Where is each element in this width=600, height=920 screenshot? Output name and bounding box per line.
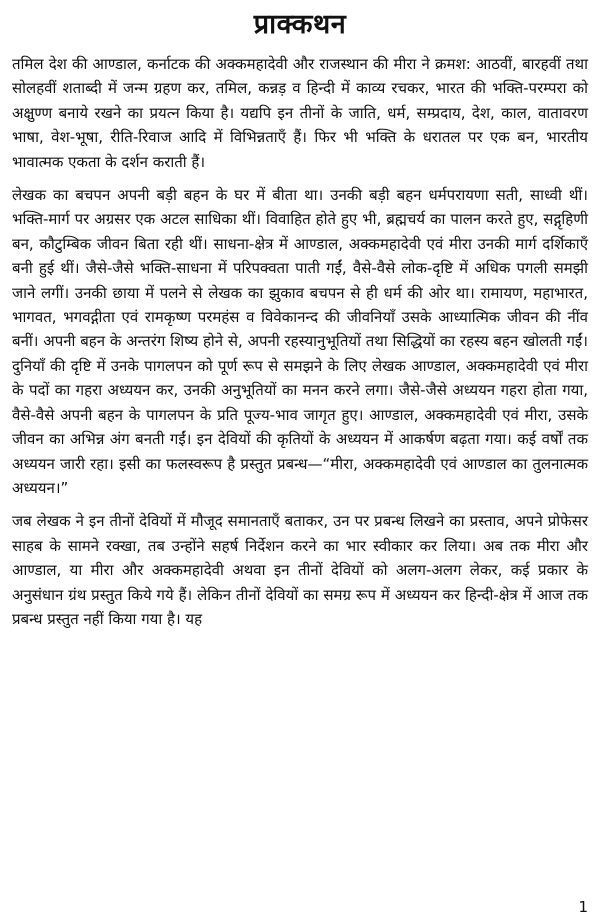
paragraph-2: लेखक का बचपन अपनी बड़ी बहन के घर में बीता था। उनकी बड़ी बहन धर्मपरायणा सती, साध्वी थीं। भक्ति-मार्ग पर अग्रसर एक अटल साधिका थीं। विवाहित होते हुए भी, ब्रह्मचर्य का पालन करते हुए, सद्गृहिणी बन, कौटुम्बिक जीवन बिता रही थीं। साधना-क्षेत्र में आण्डाल, अक्कमहादेवी एवं मीरा उनकी मार्ग दर्शिकाएँ बनी हुई थीं। जैसे-जैसे भक्ति-साधना में परिपक्वता पाती गईं, वैसे-वैसे लोक-दृष्टि में अधिक पगली समझी जाने लगीं। उनकी छाया में पलने से लेखक का झुकाव बचपन से ही धर्म की ओर था। रामायण, महाभारत, भागवत, भगवद्गीता एवं रामकृष्ण परमहंस व विवेकानन्द की जीवनियाँ उसके आध्यात्मिक जीवन की नींव बनीं। अपनी बहन के अन्तरंग शिष्य होने से, अपनी रहस्यानुभूतियों तथा सिद्धियों का रहस्य बहन खोलती गईं। दुनियाँ की दृष्टि में उनके पागलपन को पूर्ण रूप से समझने के लिए लेखक आण्डाल, अक्कमहादेवी एवं मीरा के पदों का गहरा अध्ययन कर, उनकी अनुभूतियों का मनन करने लगा। जैसे-जैसे अध्ययन गहरा होता गया, वैसे-वैसे अपनी बहन के पागलपन के प्रति पूज्य-भाव जागृत हुए। आण्डाल, अक्कमहादेवी एवं मीरा, उसके जीवन का अभिन्न अंग बनती गईं। इन देवियों की कृतियों के अध्ययन में आकर्षण बढ़ता गया। कई वर्षों तक अध्ययन जारी रहा। इसी का फलस्वरूप है प्रस्तुत प्रबन्ध—“मीरा, अक्कमहादेवी एवं आण्डाल का तुलनात्मक अध्ययन।” [12, 186, 588, 497]
paragraph-1: तमिल देश की आण्डाल, कर्नाटक की अक्कमहादेवी और राजस्थान की मीरा ने क्रमश: आठवीं, बारहवीं तथा सोलहवीं शताब्दी में जन्म ग्रहण कर, तमिल, कन्नड़ व हिन्दी में काव्य रचकर, भारत की भक्ति-परम्परा को अक्षुण्ण बनाये रखने का प्रयत्न किया है। यद्यपि इन तीनों के जाति, धर्म, सम्प्रदाय, देश, काल, वातावरण भाषा, वेश-भूषा, रीति-रिवाज आदि में विभिन्नताएँ हैं। फिर भी भक्ति के धरातल पर एक बन, भारतीय भावात्मक एकता के दर्शन कराती हैं। [12, 55, 588, 171]
page-title: प्राक्कथन [253, 9, 347, 40]
paragraph-3: जब लेखक ने इन तीनों देवियों में मौजूद समानताएँ बताकर, उन पर प्रबन्ध लिखने का प्रस्ताव, अपने प्रोफेसर साहब के सामने रक्खा, तब उन्होंने सहर्ष निर्देशन करने का भार स्वीकार कर लिया। अब तक मीरा और आण्डाल, या मीरा और अक्कमहादेवी अथवा इन तीनों देवियों को अलग-अलग लेकर, कई प्रकार के अनुसंधान ग्रंथ प्रस्तुत किये गये हैं। लेकिन तीनों देवियों का समग्र रूप में अध्ययन कर हिन्दी-क्षेत्र में आज तक प्रबन्ध प्रस्तुत नहीं किया गया है। यह [12, 512, 588, 628]
page-number: 1 [578, 898, 588, 916]
